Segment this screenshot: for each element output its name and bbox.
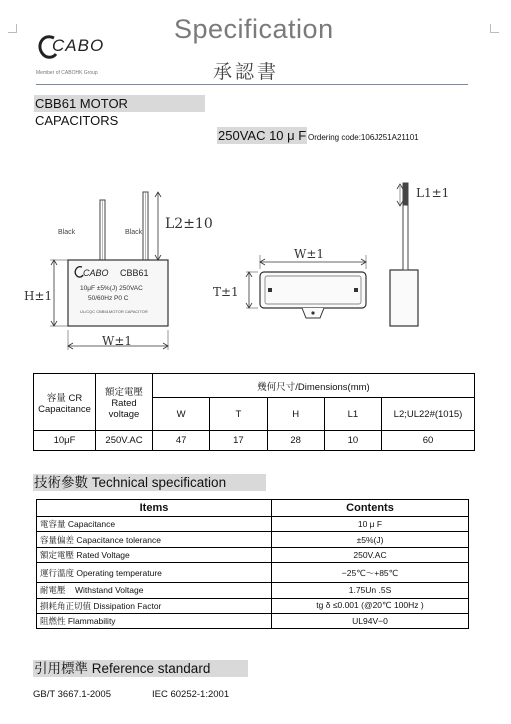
table-row bbox=[37, 517, 469, 532]
table-row bbox=[37, 547, 469, 562]
reference-standard-2: IEC 60252-1:2001 bbox=[152, 689, 230, 700]
reference-standard-1: GB/T 3667.1-2005 bbox=[33, 689, 111, 700]
spec-content: 1.75Un .5S bbox=[272, 583, 469, 598]
body-line-3: UL/CQC CBB61MOTOR CAPACITOR bbox=[80, 309, 148, 314]
spec-item: 損耗角正切值 Dissipation Factor bbox=[37, 598, 272, 613]
dim-l1-label: L1±1 bbox=[416, 186, 450, 200]
body-line-2: 50/60Hz P0 C bbox=[88, 295, 129, 302]
spec-content: UL94V−0 bbox=[272, 613, 469, 628]
dim-h-label: H±1 bbox=[24, 289, 53, 303]
spec-item: 耐電壓 Withstand Voltage bbox=[37, 583, 272, 598]
corner-mark-top-left bbox=[8, 24, 17, 33]
header-rated-voltage: 額定電壓 Rated voltage bbox=[96, 374, 153, 431]
dim-t-label: T±1 bbox=[213, 285, 239, 299]
spec-item: 額定電壓 Rated Voltage bbox=[37, 547, 272, 562]
body-logo-text: CABO bbox=[83, 268, 109, 278]
table-row bbox=[37, 532, 469, 547]
dimensions-table bbox=[33, 373, 475, 451]
side-view bbox=[390, 183, 449, 326]
table-row bbox=[37, 583, 469, 598]
cell-t: 17 bbox=[210, 431, 267, 451]
table-row bbox=[37, 563, 469, 583]
spec-item: 容量偏差 Capacitance tolerance bbox=[37, 532, 272, 547]
spec-item: 電容量 Capacitance bbox=[37, 517, 272, 532]
header-dimensions: 幾何尺寸/Dimensions(mm) bbox=[153, 374, 475, 398]
technical-section-title: 技術參數 Technical specification bbox=[33, 474, 266, 491]
reference-section-title: 引用標準 Reference standard bbox=[33, 660, 248, 677]
spec-content: ±5%(J) bbox=[272, 532, 469, 547]
front-view bbox=[24, 192, 213, 350]
sub-header-w: W bbox=[153, 398, 210, 431]
header-contents: Contents bbox=[272, 500, 469, 517]
logo-text: CABO bbox=[52, 36, 105, 55]
spec-item: 運行溫度 Operating temperature bbox=[37, 563, 272, 583]
table-row bbox=[34, 431, 475, 451]
member-text: Member of CABOHK Group bbox=[36, 70, 98, 76]
table-row bbox=[37, 613, 469, 628]
product-rating: 250VAC 10 μ F bbox=[218, 128, 307, 143]
spec-content: −25℃～+85℃ bbox=[272, 563, 469, 583]
spec-content: 10 μ F bbox=[272, 517, 469, 532]
header-divider bbox=[36, 84, 468, 85]
body-model-text: CBB61 bbox=[120, 268, 149, 278]
table-row bbox=[37, 598, 469, 613]
spec-item: 阻燃性 Flammability bbox=[37, 613, 272, 628]
spec-content: 250V.AC bbox=[272, 547, 469, 562]
page-title-chinese: 承認書 bbox=[213, 61, 280, 83]
product-line-title: CBB61 MOTOR CAPACITORS bbox=[34, 95, 205, 112]
cell-capacitance: 10μF bbox=[34, 431, 96, 451]
spec-content: tg δ ≤0.001 (@20℃ 100Hz ) bbox=[272, 598, 469, 613]
dim-w-front-label: W±1 bbox=[102, 334, 133, 348]
dim-l2-label: L2±10 bbox=[165, 216, 213, 232]
lead-label-left: Black bbox=[58, 229, 76, 236]
ordering-code: Ordering code:106J251A21101 bbox=[308, 133, 419, 142]
cell-h: 28 bbox=[267, 431, 324, 451]
cell-voltage: 250V.AC bbox=[96, 431, 153, 451]
top-view bbox=[213, 247, 366, 318]
lead-label-right: Black bbox=[125, 229, 143, 236]
dim-w-top-label: W±1 bbox=[294, 247, 325, 261]
header-capacitance: 容量 CR Capacitance bbox=[34, 374, 96, 431]
sub-header-h: H bbox=[267, 398, 324, 431]
sub-header-l1: L1 bbox=[324, 398, 381, 431]
cell-w: 47 bbox=[153, 431, 210, 451]
capacitor-drawing bbox=[24, 170, 464, 360]
header-items: Items bbox=[37, 500, 272, 517]
body-line-1: 10μF ±5%(J) 250VAC bbox=[80, 285, 143, 292]
cell-l1: 10 bbox=[324, 431, 381, 451]
sub-header-t: T bbox=[210, 398, 267, 431]
page-title: Specification bbox=[174, 14, 334, 44]
sub-header-l2: L2;UL22#(1015) bbox=[382, 398, 475, 431]
cell-l2: 60 bbox=[382, 431, 475, 451]
technical-spec-table bbox=[36, 499, 469, 629]
corner-mark-top-right bbox=[490, 24, 499, 33]
